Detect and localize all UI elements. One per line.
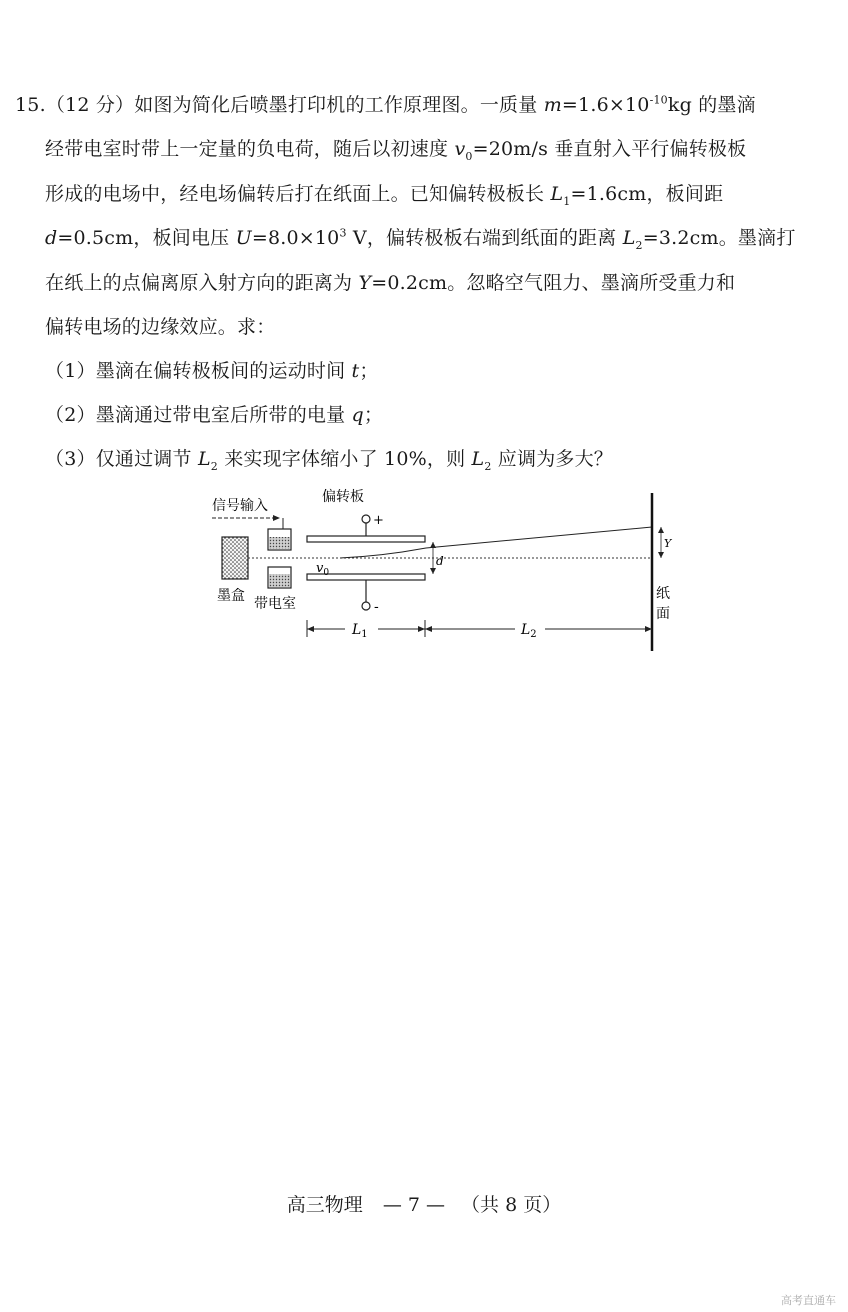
- top-plate: [307, 536, 425, 542]
- text-segment: L: [622, 227, 636, 249]
- d-arrow-top: [430, 542, 436, 548]
- v0-label: $v_0$: [316, 561, 330, 578]
- footer-total: （共 8 页）: [461, 1194, 562, 1216]
- text-segment: V，偏转极板右端到纸面的距离: [346, 227, 623, 249]
- text-segment: L: [471, 448, 485, 470]
- charge-chamber-top-fill: [269, 537, 290, 549]
- text-segment: =1.6cm，板间距: [570, 183, 724, 205]
- text-segment: U: [235, 227, 252, 249]
- text-segment: Y: [358, 272, 372, 294]
- text-segment: ；: [363, 404, 384, 426]
- text-segment: 1: [563, 194, 571, 208]
- text-segment: 0: [465, 149, 473, 163]
- text-segment: 来实现字体缩小了 10%，则: [217, 448, 472, 470]
- text-segment: =1.6×10: [561, 94, 650, 116]
- text-segment: =8.0×10: [251, 227, 340, 249]
- problem-line-4: [45, 223, 796, 252]
- text-segment: 在纸上的点偏离原入射方向的距离为: [45, 272, 359, 294]
- d-arrow-bottom: [430, 568, 436, 574]
- text-segment: L: [197, 448, 211, 470]
- text-segment: q: [351, 404, 364, 426]
- page-footer: [0, 1190, 848, 1217]
- problem-line-2: [45, 134, 746, 163]
- text-segment: 形成的电场中，经电场偏转后打在纸面上。已知偏转极板长: [45, 183, 551, 205]
- plus-sign: +: [373, 513, 384, 528]
- ink-box: [222, 537, 248, 579]
- paper-label-1: 纸: [656, 586, 670, 602]
- text-segment: 2: [484, 459, 492, 473]
- problem-number: 15.: [15, 94, 46, 116]
- text-segment: 应调为多大？: [491, 448, 614, 470]
- d-label: d: [436, 554, 444, 568]
- text-segment: （1）墨滴在偏转极板间的运动时间: [45, 360, 352, 382]
- text-segment: 经带电室时带上一定量的负电荷，随后以初速度: [45, 138, 455, 160]
- problem-line-3: [45, 179, 723, 208]
- l1-arrow-left: [307, 626, 314, 632]
- text-segment: kg 的墨滴: [667, 94, 756, 116]
- y-label: Y: [664, 537, 672, 550]
- minus-sign: -: [374, 599, 379, 615]
- text-segment: 偏转电场的边缘效应。求：: [45, 316, 276, 338]
- text-segment: =0.5cm，板间电压: [57, 227, 236, 249]
- deflection-plate-label: 偏转板: [322, 489, 364, 505]
- signal-input-label: 信号输入: [212, 498, 268, 514]
- l2-arrow-left: [425, 626, 432, 632]
- text-segment: ；: [359, 360, 379, 382]
- paper-label-2: 面: [656, 606, 670, 622]
- problem-score: （12 分）: [45, 94, 135, 116]
- l1-label: $L_1$: [352, 622, 368, 640]
- text-segment: 2: [210, 459, 218, 473]
- text-segment: 2: [635, 238, 643, 252]
- footer-page: — 7 —: [382, 1194, 445, 1216]
- problem-line-5: [45, 268, 735, 295]
- text-segment: =3.2cm。墨滴打: [642, 227, 796, 249]
- text-segment: -10: [649, 93, 668, 107]
- inkjet-diagram: [200, 485, 680, 660]
- problem-line-6: [45, 312, 275, 339]
- ink-box-label: 墨盒: [217, 588, 245, 604]
- text-segment: t: [351, 360, 360, 382]
- text-segment: 3: [339, 226, 347, 240]
- question-2: [45, 400, 383, 427]
- l1-arrow-right: [418, 626, 425, 632]
- text-segment: L: [550, 183, 564, 205]
- question-3: [45, 444, 613, 473]
- signal-arrow-head: [273, 515, 280, 521]
- watermark: 高考直通车: [781, 1294, 836, 1307]
- question-1: [45, 356, 379, 383]
- text-segment: =0.2cm。忽略空气阻力、墨滴所受重力和: [371, 272, 736, 294]
- text-segment: v: [454, 138, 466, 160]
- l2-label: $L_2$: [521, 622, 537, 640]
- y-arrow-bottom: [658, 552, 664, 558]
- text-segment: m: [543, 94, 562, 116]
- text-segment: =20m/s 垂直射入平行偏转极板: [472, 138, 747, 160]
- text-segment: d: [45, 227, 58, 249]
- problem-line-1: [15, 90, 756, 117]
- text-segment: 如图为简化后喷墨打印机的工作原理图。一质量: [134, 94, 544, 116]
- charge-chamber-label: 带电室: [254, 596, 296, 612]
- plus-terminal: [362, 515, 370, 523]
- y-arrow-top: [658, 527, 664, 533]
- text-segment: （2）墨滴通过带电室后所带的电量: [45, 404, 352, 426]
- text-segment: （3）仅通过调节: [45, 448, 198, 470]
- footer-subject: 高三物理: [286, 1194, 363, 1216]
- minus-terminal: [362, 602, 370, 610]
- charge-chamber-bottom-fill: [269, 574, 290, 587]
